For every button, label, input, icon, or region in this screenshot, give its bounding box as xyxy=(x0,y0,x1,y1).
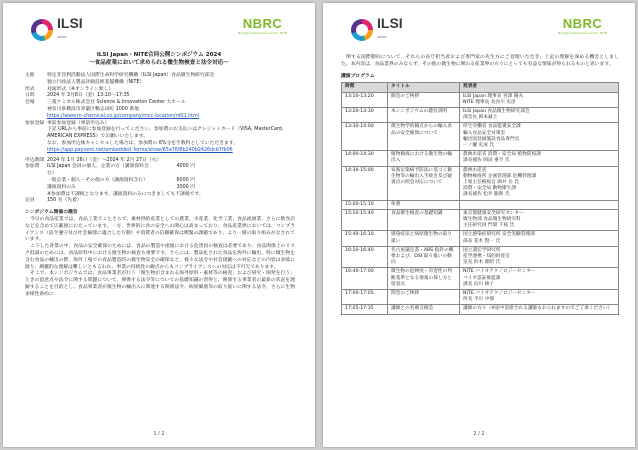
fee-label: 参加費 xyxy=(25,164,40,170)
host-line: 独立行政法人製品評価技術基盤機構（NITE） xyxy=(47,79,145,85)
cell-speaker: 国立感染症研究所 安全実験管理部 部長 花木 賢一 氏 xyxy=(460,231,619,246)
venue-link[interactable]: https://www.m-chemical.co.jp/company/mcc-location/rd01.html xyxy=(47,113,200,119)
intro-paragraph: 関する国際動向について、それらの省庁担当者および専門家の先生方にご登壇いただき、上記の理解を深める機会としました。本内容は、食品業界のみならず、その他の微生物に関わる産業界の方々にとっても有益な情報が得られるものと思います。 xyxy=(341,55,619,67)
program-heading: 講演プログラム xyxy=(341,73,375,79)
date-label: 日時 xyxy=(25,93,35,99)
page-number: 1 / 2 xyxy=(153,431,165,437)
cell-speaker: NITE バイオテクノロジーセンター バイオ認証推進課 課長 向川 綾子 xyxy=(460,268,619,290)
venue-line: 三菱ケミカル株式会社 Science & Innovation Center 大ホール xyxy=(47,100,186,106)
table-row xyxy=(342,231,619,246)
paragraph: そこで、本シンポジウムでは、食品事業者が行う「微生物が含まれる海外原料・素材等の検査」および研究・開発を行う」ときの留意点や法令に関する問題について、関係する法令等についての基礎知識の習得と、関係する事業者の最新の状況を理解することを目的とし、食品事業者が微生物の輸出入に関連する関係法令、病原細菌等の取り扱いに関する法令、さらに生物多様性条約に xyxy=(25,271,295,297)
column-header-time: 時間 xyxy=(342,83,388,92)
host-row xyxy=(25,73,295,87)
host-label: 主催 xyxy=(25,73,35,78)
cell-speaker: 厚生労働省 食品監視安全課 輸入食品安全対策室 輸出国登録施設食品専門官 一ノ瀬 史成 氏 xyxy=(460,123,619,151)
cell-time: 13:20-13:30 xyxy=(342,108,388,123)
date-value: 2024 年 3月8日（金）13:10～17:35 xyxy=(47,93,130,99)
registration-label: 参加登録 xyxy=(25,120,45,126)
cell-title: 閉会のご挨拶 xyxy=(388,290,460,305)
ilsi-logo-text: ILSI xyxy=(377,15,403,31)
nbrc-logo xyxy=(558,17,607,35)
capacity-label: 定員 xyxy=(25,198,35,204)
capacity-row xyxy=(25,198,295,205)
ilsi-logo-subtext: JAPAN xyxy=(57,35,67,39)
registration-row xyxy=(25,121,295,155)
cell-speaker: NITE バイオテクノロジーセンター 所長 平川 中節 xyxy=(460,290,619,305)
cell-time: 16:40-17:00 xyxy=(342,268,388,290)
nbrc-logo-subtext: Biological Resource Center, NITE xyxy=(238,31,287,35)
capacity-value: 150 名（先着） xyxy=(47,198,82,204)
fee-row xyxy=(25,164,295,198)
cell-speaker: 東京都健康安全研究センター 微生物部 食品微生物研究科 主任研究員 門間 千枝 氏 xyxy=(460,209,619,231)
cell-title: 食品衛生検査の基礎知識 xyxy=(388,209,460,231)
cell-speaker: 農林水産省 消費・安全局 植物防疫課 課長補佐 岡田 重亨 氏 xyxy=(460,151,619,166)
title-line-2: ～食品産業において求められる微生物検査と法令対応～ xyxy=(89,60,229,66)
table-row xyxy=(342,166,619,200)
cell-time: 14:30-15:00 xyxy=(342,166,388,200)
title-line-1: ILSI Japan・NITE合同公開シンポジウム 2024 xyxy=(96,52,222,58)
cell-speaker xyxy=(460,200,619,209)
ilsi-logo xyxy=(31,16,83,44)
cell-title: 感染症法と病原微生物の取り扱い xyxy=(388,231,460,246)
page-number: 2 / 2 xyxy=(473,431,485,437)
cell-time: 17:00-17:05 xyxy=(342,290,388,305)
ilsi-logo xyxy=(351,16,403,44)
table-row xyxy=(342,200,619,209)
logo-bar xyxy=(25,16,293,42)
nbrc-logo-subtext: Biological Resource Center, NITE xyxy=(558,31,607,35)
venue-label: 会場 xyxy=(25,100,35,106)
registration-line: 下記 URLから事前に参加登録を行ってください。参加費のお支払いはクレジットカード（VISA, MasterCard, AMERICAN EXPRESS）でお願いいたします。 xyxy=(47,127,284,140)
cell-title: 名古屋議定書・ABS 指針の概要および、DSI 取り扱いの動向 xyxy=(388,246,460,268)
fee-item xyxy=(47,185,295,192)
document-page-1 xyxy=(3,3,315,447)
table-row xyxy=(342,290,619,305)
host-line: 特定非営利活動法人国際生命科学研究機構（ILSI Japan）食品微生物研究部会 xyxy=(47,73,215,78)
cell-speaker: ILSI Japan 理事長 宮澤 陽夫 NITE 理事長 長谷川 史彦 xyxy=(460,92,619,107)
fee-name: 一般企業・個人・その他の方（講演資料含む） xyxy=(47,177,148,183)
cell-time: 14:00-14:30 xyxy=(342,151,388,166)
cell-speaker: ILSI Japan 食品微生物研究部会 部会長 岡本誠士 xyxy=(460,108,619,123)
cell-title: 休憩 xyxy=(388,200,460,209)
cell-time: 16:10-16:40 xyxy=(342,246,388,268)
fee-note: ※参加費は不課税となります。講演資料のみにつきましても不課税です。 xyxy=(47,191,204,197)
symposium-title xyxy=(13,51,305,67)
nbrc-logo xyxy=(238,17,287,35)
fee-amount: 3000 円 xyxy=(176,184,195,190)
table-row xyxy=(342,268,619,290)
venue-row xyxy=(25,100,295,120)
cell-time: 15:10-15:40 xyxy=(342,209,388,231)
nbrc-logo-text: NBRC xyxy=(242,16,283,31)
cell-title: 家畜伝染病予防法に基づく微生物等の輸出入手続き及び疑義点の照会対応について xyxy=(388,166,460,200)
format-value: 対面形式（※オンライン無し） xyxy=(47,86,114,92)
column-header-title: タイトル xyxy=(388,83,460,92)
cell-title: 本シンポジウムの趣旨説明 xyxy=(388,108,460,123)
fee-amount: 4000 円 xyxy=(176,164,195,170)
table-row xyxy=(342,246,619,268)
cell-title: 微生物の危険度・有害性の判断基準となる情報の探し方と留意点 xyxy=(388,268,460,290)
nbrc-logo-text: NBRC xyxy=(562,16,603,31)
cell-speaker: 農林水産省 動物検疫所 企画管理部 危機管理課 上席主任検疫官 酒井 岳 氏 消費・安全局 動物衛生課 課長補佐 松井 聡和 氏 xyxy=(460,166,619,200)
cell-time: 15:00-15:10 xyxy=(342,200,388,209)
document-page-2 xyxy=(323,3,635,447)
ilsi-logo-icon xyxy=(31,19,53,41)
registration-line: 事前参加登録（事前申込み） xyxy=(47,120,110,126)
paragraph: こうした背景の中、食品の安全確保のためには、食品の製造や流通における危害因の検査は必要であり、食品関係上のリスク低減のためには、食品原料中における微生物の検査も重要です。さらには、製品化された食品を海外に輸出、特に微生物を含む食品の輸出の際、海外工場での食品製造時の微生物安全の確保など、様々な法令や社会規範への対応などの内容は多岐に渡り、網羅的な理解は難しいとも言われ、事業の持続性の観点からもコンプライアンスへの対応は不可欠であります。 xyxy=(25,244,295,270)
period-value: 2024 年 1月 26日（金）～2024 年 2月 27日（火） xyxy=(47,157,162,163)
fee-name: ILSI Japan 会員の個人、企業の方（講演資料含む） xyxy=(47,164,149,177)
registration-line: なお、参加申込後キャンセルした場合は、参加費の 6%分を手数料としていただきます。 xyxy=(47,140,239,146)
venue-line: 神奈川県横浜市青葉区鴨志田町 1000 番地 xyxy=(47,106,140,112)
ilsi-logo-icon xyxy=(351,19,373,41)
cell-time: 13:10-13:20 xyxy=(342,92,388,107)
program-section xyxy=(341,55,619,315)
registration-link[interactable]: https://app.payvent.net/embedded_forms/show/65a76f8b240b2426dcb7fb06 xyxy=(47,147,233,153)
cell-title: 微生物学的観点からの輸入食品の安全確保について xyxy=(388,123,460,151)
table-row xyxy=(342,108,619,123)
column-header-speaker: 発表者 xyxy=(460,83,619,92)
format-label: 形式 xyxy=(25,86,35,92)
ilsi-logo-subtext: JAPAN xyxy=(377,35,387,39)
period-label: 申込期間 xyxy=(25,157,45,163)
table-row xyxy=(342,92,619,107)
logo-bar xyxy=(345,16,613,42)
table-row xyxy=(342,151,619,166)
cell-title: 講師との名刺交換会 xyxy=(388,305,460,314)
fee-item xyxy=(47,164,295,178)
fee-name: 講演資料のみ xyxy=(47,184,76,190)
table-row xyxy=(342,305,619,314)
section-heading: シンポジウム開催の趣旨 xyxy=(25,210,78,216)
table-row xyxy=(342,209,619,231)
cell-speaker: 講師の方々（※途中退席される講師もおられますのでご了承ください） xyxy=(460,305,619,314)
cell-title: 植物検疫における微生物の輸出入 xyxy=(388,151,460,166)
fee-amount: 6000 円 xyxy=(176,177,195,183)
paragraph: 今日の食品産業では、食品工業でことさらで、素材供給産業としての農業、水産業、化学工業、食品流通業、さらに飲食店などを含めて広範囲にわたっています。一方、世界的に食の安全への関心は高まっており、食品産業界においては、コンプライアンス（法令遵守及び社会倫理に適合した行動）や消費者の信頼確保は喫緊の課題であり、より一層の取り組みがなされています。 xyxy=(25,216,295,243)
table-header-row xyxy=(342,83,619,92)
ilsi-logo-text: ILSI xyxy=(57,15,83,31)
cell-title: 開会のご挨拶 xyxy=(388,92,460,107)
fee-item xyxy=(47,178,295,185)
cell-time: 13:30-14:00 xyxy=(342,123,388,151)
program-table xyxy=(341,82,619,314)
event-info xyxy=(25,73,295,299)
program-table-body xyxy=(342,92,619,314)
cell-time: 17:05-17:35 xyxy=(342,305,388,314)
table-row xyxy=(342,123,619,151)
cell-time: 15:40-16:10 xyxy=(342,231,388,246)
cell-speaker: 国立遺伝学研究所 産学連携・知的財産室 室長 鈴木 睦昭 氏 xyxy=(460,246,619,268)
